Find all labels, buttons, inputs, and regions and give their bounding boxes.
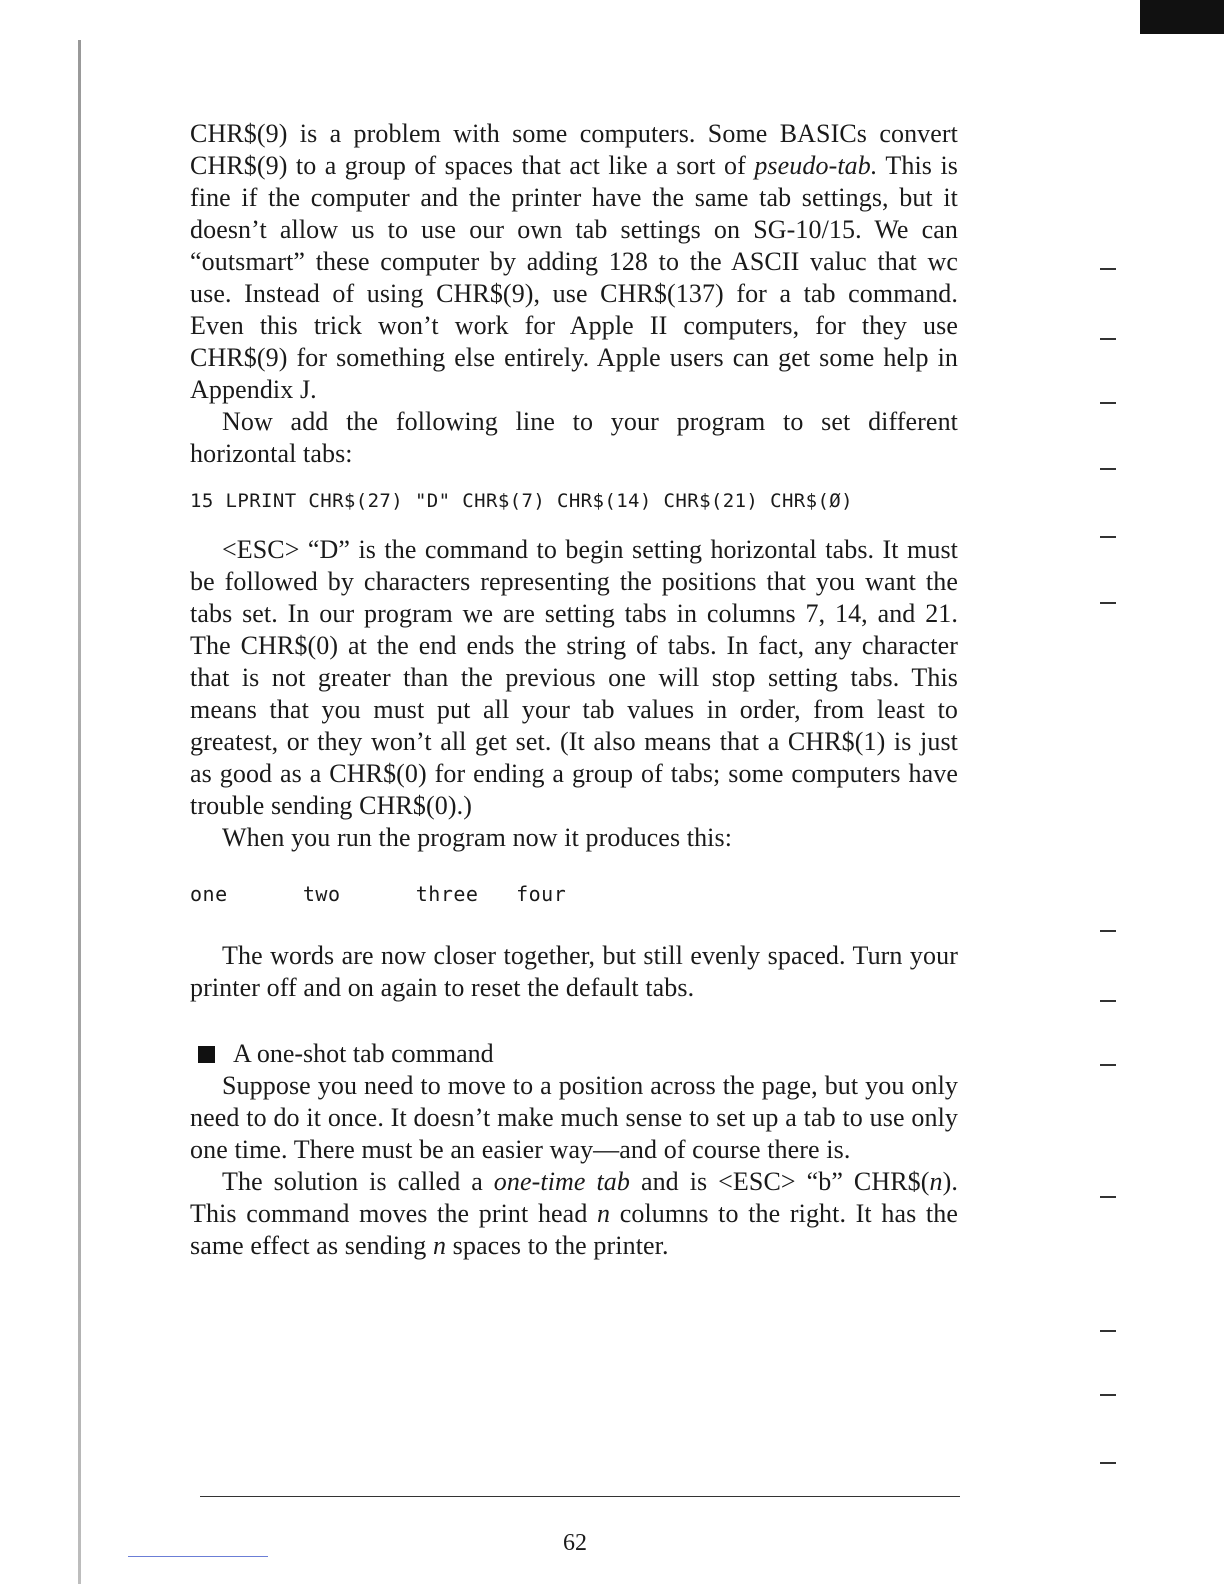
paragraph-text: This is fine if the computer and the printer have the same tab settings, but it doesn’t allow us to use our own tab settings on SG-10/15. We can “outsmart” these computer by adding 128 to the ASCII valuc that wc use. Instead of using CHR$(9), use CHR$(137) for a tab command. Even this trick won’t work for Apple II computers, for they use CHR$(9) for something else entirely. Apple users can get some help in Appendix J. <box>190 151 958 404</box>
paragraph-chr9-problem <box>190 118 958 406</box>
emphasis-variable: n <box>432 1231 447 1260</box>
paragraph-suppose: Suppose you need to move to a position across the page, but you only need to do it once. It doesn’t make much sense to set up a tab to use only one time. There must be an easier way—and of course there is. <box>190 1071 958 1164</box>
paragraph-text: ). This command moves the print head <box>190 1167 959 1228</box>
paragraph-run-program: When you run the program now it produces this: <box>222 823 733 852</box>
paragraph-esc-d-explanation: <ESC> “D” is the command to begin setting horizontal tabs. It must be followed by characters representing the positions that you want the tabs set. In our program we are setting tabs in columns 7, 14, and 21. The CHR$(0) at the end ends the string of tabs. In fact, any character that is not greater than the previous one will stop setting tabs. This means that you must put all your tab values in order, from least to greatest, or they won’t all get set. (It also means that a CHR$(1) is just as good as a CHR$(0) for ending a group of tabs; some computers have trouble sending CHR$(0).) <box>190 535 958 820</box>
emphasis-variable: n <box>929 1167 943 1196</box>
output-word: two <box>302 882 341 906</box>
scan-edge-mark <box>1100 402 1116 404</box>
scan-edge-mark <box>1100 1064 1116 1066</box>
output-word: three <box>415 882 479 906</box>
emphasis-variable: n <box>597 1199 611 1228</box>
scan-edge-mark <box>1100 602 1116 604</box>
section-heading-text: A one-shot tab command <box>233 1039 494 1068</box>
printer-output <box>190 882 958 906</box>
scan-edge-mark <box>1100 1330 1116 1332</box>
page-body <box>190 118 958 1262</box>
square-bullet-icon <box>198 1046 215 1063</box>
scan-edge-mark <box>1100 536 1116 538</box>
section-heading <box>190 1038 958 1070</box>
paragraph-text: and is <ESC> “b” CHR$( <box>630 1167 930 1196</box>
page-number: 62 <box>563 1530 587 1556</box>
scan-binding-edge <box>78 40 81 1584</box>
paragraph-text: columns to the right. It has the same effect as sending <box>190 1199 958 1260</box>
paragraph-text: spaces to the printer. <box>446 1231 669 1260</box>
scan-artifact-line <box>128 1556 268 1557</box>
paragraph-text: The solution is called a <box>222 1167 494 1196</box>
output-word: one <box>190 882 228 906</box>
scan-edge-mark <box>1100 1196 1116 1198</box>
scan-edge-mark <box>1100 930 1116 932</box>
scan-edge-mark <box>1100 1462 1116 1464</box>
scan-edge-mark <box>1100 268 1116 270</box>
scan-edge-mark <box>1100 1000 1116 1002</box>
output-word: four <box>516 882 567 906</box>
paragraph-words-closer: The words are now closer together, but still evenly spaced. Turn your printer off and on again to reset the default tabs. <box>190 941 958 1002</box>
code-line: 15 LPRINT CHR$(27) "D" CHR$(7) CHR$(14) CHR$(21) CHR$(Ø) <box>190 490 853 512</box>
paragraph-text: CHR$(9) is a problem with some computers. Some BASICs convert CHR$(9) to a group of spaces that act like a sort of <box>190 119 958 180</box>
paragraph-add-line: Now add the following line to your program to set different horizontal tabs: <box>190 407 958 468</box>
scan-corner-mark <box>1140 0 1224 34</box>
paragraph-one-time-tab <box>190 1166 958 1262</box>
scan-edge-mark <box>1100 1394 1116 1396</box>
emphasis-term: one-time tab <box>493 1167 631 1196</box>
scan-edge-mark <box>1100 468 1116 470</box>
scan-edge-mark <box>1100 338 1116 340</box>
emphasis-term: pseudo-tab. <box>754 151 878 180</box>
footer-rule <box>200 1496 960 1497</box>
